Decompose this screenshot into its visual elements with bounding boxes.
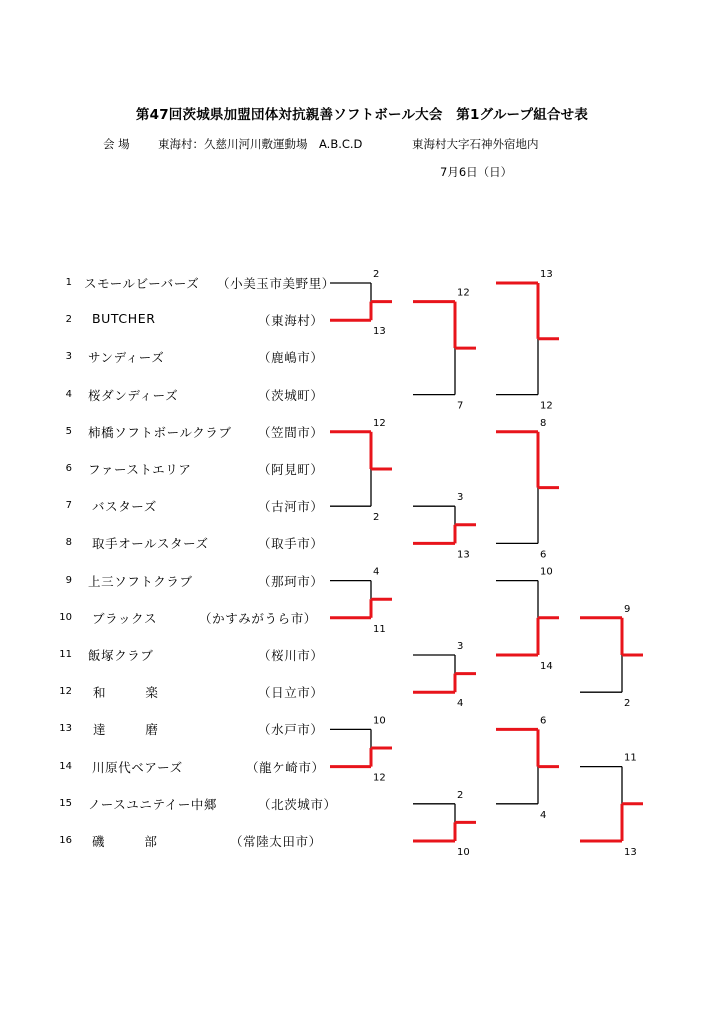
team-name: 取手オールスターズ	[92, 536, 209, 552]
team-seed: 5	[65, 425, 72, 437]
team-seed: 7	[65, 500, 72, 512]
match-score: 10	[373, 715, 386, 727]
team-city: （古河市）	[258, 499, 324, 515]
match-score: 13	[373, 326, 386, 338]
match-score: 11	[624, 752, 637, 764]
team-name: 川原代ベアーズ	[92, 759, 183, 775]
team-city: （北茨城市）	[258, 796, 337, 812]
team-seed: 2	[65, 314, 72, 326]
team-name: 上三ソフトクラブ	[88, 573, 193, 589]
match-score: 13	[540, 269, 553, 280]
match-score: 10	[457, 847, 470, 858]
match-score: 2	[373, 512, 380, 524]
team-seed: 13	[59, 723, 72, 735]
team-seed: 1	[65, 277, 72, 288]
venue-address: 東海村大字石神外宿地内	[412, 137, 539, 151]
team-name: 柿橋ソフトボールクラブ	[88, 424, 232, 440]
match-score: 3	[457, 492, 464, 504]
tournament-date: 7月6日（日）	[440, 165, 513, 179]
match-score: 9	[624, 603, 631, 615]
team-seed: 6	[65, 463, 72, 474]
team-seed: 3	[65, 351, 72, 363]
match-score: 13	[457, 549, 470, 561]
match-score: 2	[624, 698, 631, 710]
team-name: ノースユニテイー中郷	[88, 796, 218, 812]
match-score: 2	[373, 269, 380, 280]
team-city: （常陸太田市）	[230, 834, 322, 849]
team-seed: 16	[59, 835, 72, 846]
match-score: 7	[457, 400, 464, 412]
team-name: 飯塚クラブ	[88, 648, 154, 663]
team-city: （桜川市）	[258, 648, 324, 663]
match-score: 10	[540, 566, 553, 578]
match-score: 4	[540, 809, 547, 821]
match-score: 4	[373, 566, 380, 578]
match-score: 2	[457, 789, 464, 801]
team-city: （龍ケ崎市）	[246, 759, 325, 775]
match-score: 11	[373, 623, 386, 635]
team-seed: 4	[65, 388, 72, 400]
team-city: （那珂市）	[258, 573, 324, 589]
team-seed: 14	[59, 760, 72, 772]
match-score: 12	[457, 287, 470, 299]
team-name: サンディーズ	[88, 350, 165, 366]
team-name: 和 楽	[93, 685, 159, 701]
match-score: 13	[624, 847, 637, 858]
team-name: 達 磨	[93, 722, 159, 738]
match-score: 6	[540, 715, 547, 727]
team-seed: 10	[59, 611, 72, 623]
team-seed: 15	[59, 797, 72, 809]
team-city: （茨城町）	[258, 387, 324, 403]
team-seed: 9	[65, 574, 72, 586]
team-city: （小美玉市美野里）	[217, 276, 335, 291]
venue-name: 東海村：久慈川河川敷運動場 A.B.C.D	[158, 137, 363, 151]
team-city: （鹿嶋市）	[258, 350, 324, 366]
team-name: ファーストエリア	[88, 462, 192, 477]
match-score: 12	[373, 417, 386, 429]
match-score: 12	[540, 400, 553, 412]
match-score: 4	[457, 698, 464, 710]
match-score: 14	[540, 661, 553, 672]
team-city: （東海村）	[258, 313, 324, 329]
match-score: 3	[457, 641, 464, 652]
team-city: （阿見町）	[258, 462, 324, 477]
team-name: BUTCHER	[92, 311, 156, 327]
team-city: （かすみがうら市）	[199, 610, 317, 626]
team-city: （水戸市）	[258, 722, 324, 738]
match-score: 12	[373, 772, 386, 784]
match-score: 6	[540, 549, 547, 561]
team-city: （取手市）	[258, 536, 324, 552]
team-city: （日立市）	[258, 685, 324, 701]
team-name: 桜ダンディーズ	[88, 387, 179, 403]
team-seed: 12	[59, 686, 72, 698]
venue-label: 会 場	[103, 137, 130, 151]
team-city: （笠間市）	[258, 424, 324, 440]
team-name: 磯 部	[92, 834, 158, 849]
team-seed: 11	[59, 649, 72, 660]
page-title: 第47回茨城県加盟団体対抗親善ソフトボール大会 第1グループ組合せ表	[135, 107, 589, 123]
team-name: バスターズ	[92, 499, 157, 515]
team-name: ブラックス	[92, 610, 158, 626]
match-score: 8	[540, 417, 547, 429]
team-seed: 8	[65, 537, 72, 549]
team-name: スモールビーバーズ	[84, 276, 200, 291]
